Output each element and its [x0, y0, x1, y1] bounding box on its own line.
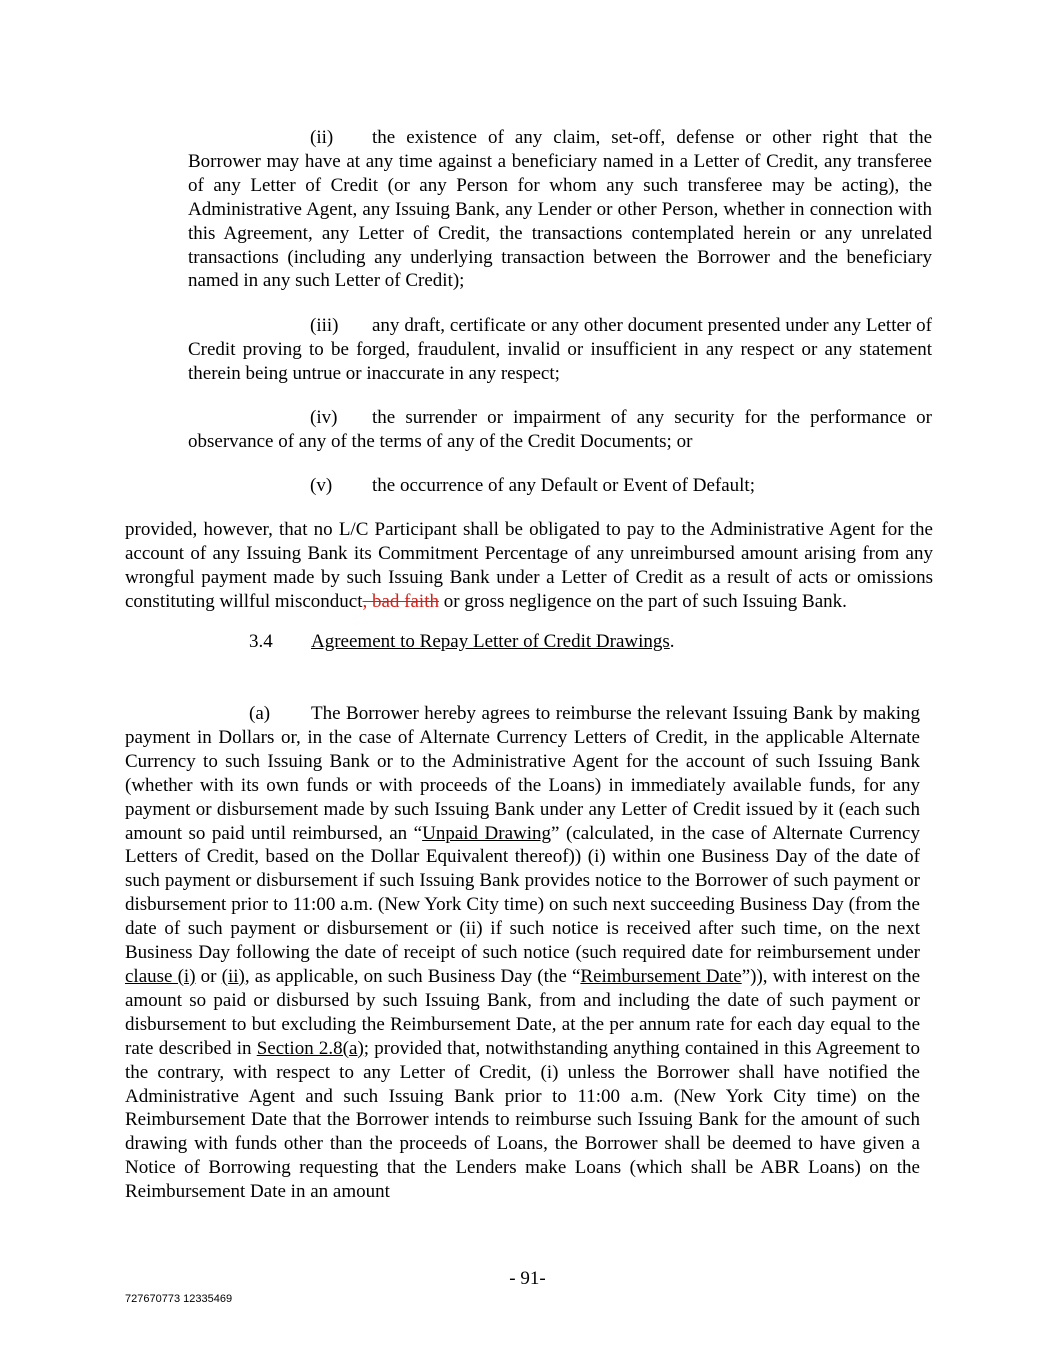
section-title: Agreement to Repay Letter of Credit Drawings [311, 631, 670, 652]
paragraph-text: ; provided that, notwithstanding anything contained in this Agreement to the contrary, with respect to any Letter of Credit, (i) unless the Borrower shall have notified the Administrative Agent and such Issuing Bank prior to 11:00 a.m. (New York City time) on the Reimbursement Date that the Borrower intends to reimburse such Issuing Bank for the amount of such drawing with funds other than the proceeds of Loans, the Borrower shall be deemed to have given a Notice of Borrowing requesting that the Lenders make Loans (which shall be ABR Loans) on the Reimbursement Date in an amount [125, 1037, 920, 1203]
deleted-text: , bad faith [362, 590, 439, 612]
defined-term-reimbursement-date: Reimbursement Date [580, 965, 742, 987]
item-text: the surrender or impairment of any security for the performance or observance of any of the terms of any of the Credit Documents; or [188, 407, 932, 452]
section-heading [249, 630, 932, 654]
proviso-text-end: or gross negligence on the part of such Issuing Bank. [439, 590, 847, 612]
item-text: the occurrence of any Default or Event of Default; [372, 475, 755, 496]
paragraph-number: (a) [249, 703, 271, 724]
list-item-iv [188, 406, 932, 454]
item-number: (ii) [310, 127, 334, 148]
defined-term-unpaid-drawing: Unpaid Drawing [422, 822, 552, 844]
clause-ref-i: clause (i) [125, 965, 196, 987]
paragraph-text: or [195, 965, 222, 987]
clause-ref-ii: (ii) [221, 965, 245, 987]
paragraph-text: ”)), with interest on the amount so paid or disbursed by such Issuing Bank, from and including the date of such payment or disbursement to but excluding the Reimbursement Date, at the per annum rate for each day equal to the rate described in [125, 965, 920, 1059]
item-text: the existence of any claim, set-off, defense or other right that the Borrower may have at any time against a beneficiary named in a Letter of Credit, any transferee of any Letter of Credit (or any Person for whom any such transferee may be acting), the Administrative Agent, any Issuing Bank, any Lender or other Person, whether in connection with this Agreement, any Letter of Credit, the transactions contemplated herein or any unrelated transactions (including any underlying transaction between the Borrower and the beneficiary named in any such Letter of Credit); [188, 127, 932, 292]
item-text: any draft, certificate or any other document presented under any Letter of Credit proving to be forged, fraudulent, invalid or insufficient in any respect or any statement therein being untrue or inaccurate in any respect; [188, 315, 932, 384]
item-number: (iii) [310, 315, 339, 336]
list-item-v [188, 474, 932, 498]
proviso-paragraph [125, 518, 933, 614]
paragraph-text: , as applicable, on such Business Day (the “ [244, 965, 581, 987]
section-ref: Section 2.8(a) [256, 1037, 364, 1059]
paragraph-text: ” (calculated, in the case of Alternate Currency Letters of Credit, based on the Dollar Equivalent thereof)) (i) within one Business Day of the date of such payment or disbursement if such Issuing Bank provides notice to the Borrower of such payment or disbursement prior to 11:00 a.m. (New York City time) on such next succeeding Business Day (from the date of such payment or disbursement or (ii) if such notice is received after such time, on the next Business Day following the date of receipt of such notice (such required date for reimbursement under [125, 822, 920, 964]
section-period: . [669, 631, 675, 652]
paragraph-text: The Borrower hereby agrees to reimburse the relevant Issuing Bank by making payment in Dollars or, in the case of Alternate Currency Letters of Credit, in the applicable Alternate Currency to such Issuing Bank or to the Administrative Agent for the account of such Issuing Bank (whether with its own funds or with proceeds of the Loans) in immediately available funds, for any payment or disbursement made by such Issuing Bank under any Letter of Credit issued by it (each such amount so paid until reimbursed, an “ [125, 703, 920, 844]
list-item-iii [188, 314, 932, 386]
page-number: - 91- [509, 1268, 546, 1289]
proviso-text: provided, however, that no L/C Participant shall be obligated to pay to the Administrative Agent for the account of any Issuing Bank its Commitment Percentage of any unreimbursed amount arising from any wrongful payment made by such Issuing Bank under a Letter of Credit as a result of acts or omissions constituting willful misconduct [125, 519, 933, 612]
item-number: (v) [310, 475, 333, 496]
document-id: 727670773 12335469 [125, 1293, 233, 1305]
list-item-ii [188, 126, 932, 293]
paragraph-a [125, 702, 920, 1204]
item-number: (iv) [310, 407, 338, 428]
section-number: 3.4 [249, 631, 273, 652]
